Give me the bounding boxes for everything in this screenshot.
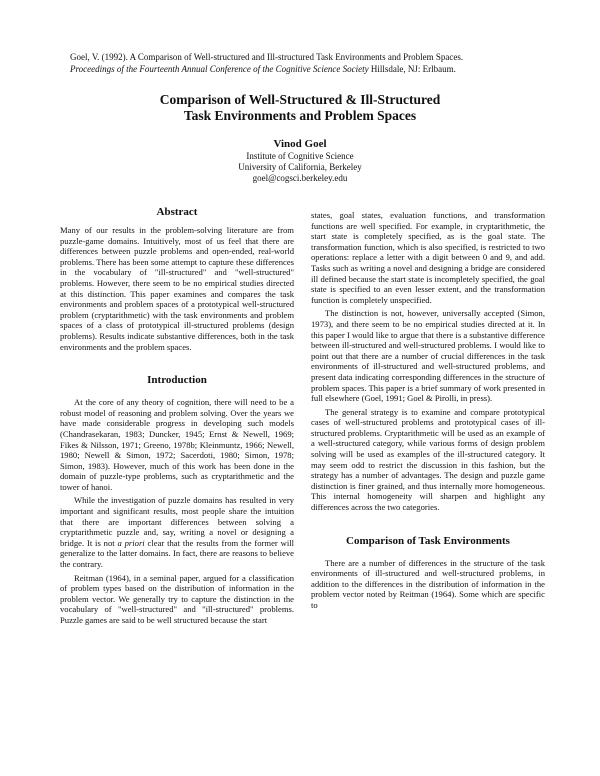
intro-p2-text-a: While the investigation of puzzle domains has resulted in very important and significant results, most people share the intuition that there are important differences between solving a cryptarithmetic puzzle and, say, writing a novel or designing a bridge. It is not	[60, 495, 294, 548]
paper-title	[60, 92, 540, 124]
abstract-text: Many of our results in the problem-solving literature are from puzzle-game domains. Intuitively, most of us feel that there are differences between puzzle problems and open-ended, real-world problems. There has been some attempt to capture these differences in the vocabulary of "ill-structured" and "well-structured" problems. However, there seem to be no empirical studies directed at this distinction. This paper examines and compares the task environments and problem spaces of a prototypical well-structured problem (cryptarithmetic) with the task environments and problem spaces of a class of prototypical ill-structured problems (design problems). Results indicate substantive differences, both in the task environments and the problem spaces.	[60, 225, 294, 352]
citation	[70, 51, 540, 75]
intro-p2-emphasis: a priori	[117, 537, 145, 548]
right-paragraph-3: The general strategy is to examine and compare prototypical cases of well-structured problems and prototypical cases of ill-structured problems. Cryptarithmetic will be used as an example of a well-structured category, while various forms of design problem solving will be used as examples of the ill-structured category. It may seem odd to restrict the discussion in this fashion, but the strategy has a number of advantages. The design and puzzle game distinction is finer grained, and thus internally more homogeneous. This internal homogeneity will sharpen and highlight any differences across the two categories.	[311, 406, 545, 513]
publisher: Hillsdale, NJ: Erlbaum.	[368, 64, 456, 74]
left-column	[60, 206, 294, 629]
introduction-heading: Introduction	[147, 374, 207, 387]
author-name: Vinod Goel	[273, 138, 327, 150]
right-paragraph-2: The distinction is not, however, universally accepted (Simon, 1973), and there seem to be no empirical studies directed at it. In this paper I would like to argue that there is a substantive difference between ill-structured and well-structured problems. I would like to point out that there are a number of crucial differences in the task environments of ill-structured and well-structured problems, and present data indicating corresponding differences in the structure of problem spaces. This paper is a brief summary of work presented in full elsewhere (Goel, 1991; Goel & Pirolli, in press).	[311, 308, 545, 404]
title-line-2: Task Environments and Problem Spaces	[183, 108, 417, 123]
right-paragraph-4: There are a number of differences in the structure of the task environments of ill-structured and well-structured problems, in addition to the differences in the distribution of information in the problem vector noted by Reitman (1964). Some which are specific to	[311, 557, 545, 610]
author-university: University of California, Berkeley	[238, 162, 362, 172]
right-paragraph-1: states, goal states, evaluation functions, and transformation functions are well specified. For example, in cryptarithmetic, the start state is completely specified, as is the goal state. The transformation function, which is also specified, is restricted to two operations: replace a letter with a digit between 0 and 9, and add. Tasks such as writing a novel and designing a bridge are considered ill defined because the start state is incompletely specified, the goal state is specified to an even lesser extent, and the transformation function is completely unspecified.	[311, 210, 545, 305]
task-environments-heading: Comparison of Task Environments	[346, 534, 510, 547]
intro-paragraph-1: At the core of any theory of cognition, there will need to be a robust model of reasoning and problem solving. Over the years we have made considerable progress in developing such models (Chandrasekaran, 1983; Duncker, 1945; Ernst & Newell, 1969; Fikes & Nilsson, 1971; Greeno, 1978b; Kleinmuntz, 1966; Newell, 1980; Newell & Simon, 1972; Sacerdoti, 1980; Simon, 1978; Simon, 1983). However, much of this work has been done in the domain of puzzle-type problems, such as cryptarithmetic and the tower of hanoi.	[60, 397, 294, 492]
proceedings-title: Proceedings of the Fourteenth Annual Conference of the Cognitive Science Society	[70, 64, 369, 74]
intro-paragraph-3: Reitman (1964), in a seminal paper, argued for a classification of problem types based on the distribution of information in the problem vector. We generally try to capture the distinction in the vocabulary of "well-structured" and "ill-structured" problems. Puzzle games are said to be well structured because the start	[60, 572, 294, 625]
title-line-1: Comparison of Well-Structured & Ill-Structured	[159, 92, 441, 107]
intro-paragraph-2	[60, 495, 294, 569]
right-column	[311, 210, 545, 614]
author-block	[60, 137, 540, 184]
author-email: goel@cogsci.berkeley.edu	[252, 173, 348, 183]
abstract-heading: Abstract	[156, 206, 198, 218]
citation-line: Goel, V. (1992). A Comparison of Well-structured and Ill-structured Task Environments and Problem Spaces.	[70, 52, 464, 62]
author-institute: Institute of Cognitive Science	[246, 151, 354, 161]
citation-proceedings-line	[70, 63, 540, 75]
intro-p2-text-b: clear that the results from the former will generalize to the latter domains. In fact, there are reasons to believe the contrary.	[60, 537, 294, 570]
